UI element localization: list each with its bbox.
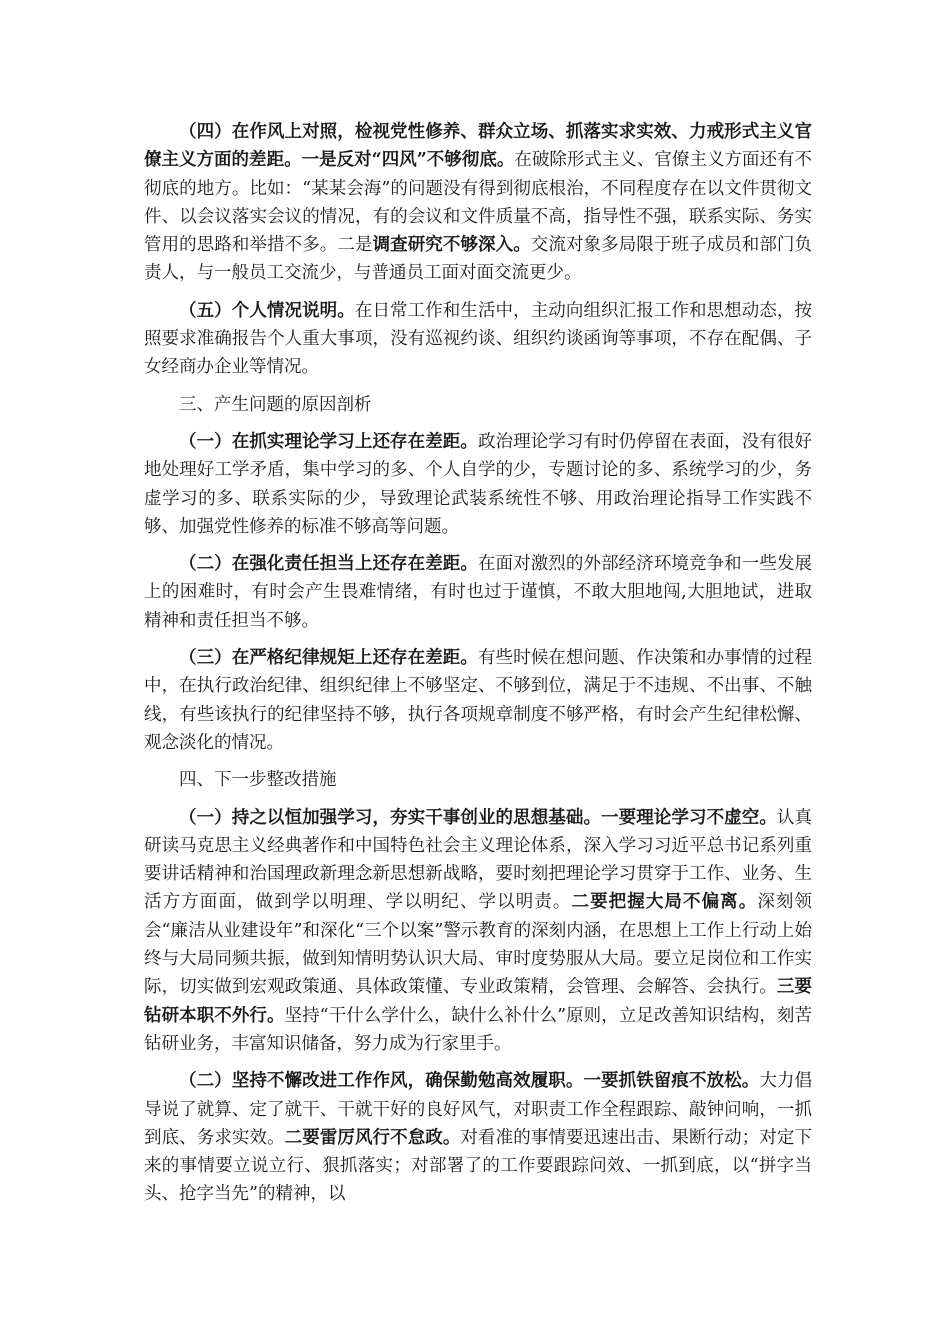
paragraph-personal: [144, 297, 812, 382]
paragraph-style-gap: [144, 118, 812, 288]
bold-lead: （二）在强化责任担当上还存在差距。: [179, 554, 478, 575]
bold-lead: （四）在作风上对照，检视党性修养、群众立场、抓落实求实效、力戒形式主义官僚主义方面的差距。一是反对“四风”不够彻底。: [144, 122, 812, 171]
paragraph-cause-2: [144, 550, 812, 635]
body-text: 在日常工作和生活中，主动向组织汇报工作和思想动态，按照要求准确报告个人重大事项，没有巡视约谈、组织约谈函询等事项，不存在配偶、子女经商办企业等情况。: [144, 300, 813, 378]
bold-lead: （三）在严格纪律规矩上还存在差距。: [179, 648, 478, 669]
bold-lead: 二要雷厉风行不怠政。: [284, 1127, 461, 1148]
section-heading-measures: 四、下一步整改措施: [179, 770, 337, 791]
body-text: 有些时候在想问题、作决策和办事情的过程中，在执行政治纪律、组织纪律上不够坚定、不够到位，满足于不违规、不出事、不触线，有些该执行的纪律坚持不够，执行各项规章制度不够严格，有时会产生纪律松懈、观念淡化的情况。: [144, 648, 813, 753]
paragraph-cause-1: [144, 428, 812, 541]
paragraph-measure-1: [144, 804, 812, 1059]
body-text: 大力倡导说了就算、定了就干、干就干好的良好风气，对职责工作全程跟踪、敲钟问响，一抓到底、务求实效。: [144, 1071, 812, 1148]
bold-lead: （一）持之以恒加强学习，夯实干事创业的思想基础。一要理论学习不虚空。: [179, 807, 777, 828]
paragraph-cause-3: [144, 644, 812, 757]
body-text: 在面对激烈的外部经济环境竞争和一些发展上的困难时，有时会产生畏难情绪，有时也过于谨慎，不敢大胆地闯,大胆地试，进取精神和责任担当不够。: [144, 554, 813, 631]
body-text: 政治理论学习有时仍停留在表面，没有很好地处理好工学矛盾，集中学习的多、个人自学的少，专题讨论的多、系统学习的少，务虚学习的多、联系实际的少，导致理论武装系统性不够、用政治理论指导工作实践不够、加强党性修养的标准不够高等问题。: [144, 431, 813, 537]
body-text: 深刻领会“廉洁从业建设年”和深化“三个以案”警示教育的深刻内涵，在思想上工作上行动上始终与大局同频共振，做到知情明势认识大局、审时度势服从大局。要立足岗位和工作实际，切实做到宏观政策通、具体政策懂、专业政策精，会管理、会解答、会执行。: [144, 892, 813, 998]
document-body: [144, 118, 812, 1218]
bold-lead: （五）个人情况说明。: [179, 300, 355, 321]
section-heading-causes: 三、产生问题的原因剖析: [179, 394, 372, 415]
bold-lead: （一）在抓实理论学习上还存在差距。: [179, 431, 478, 452]
body-text: 坚持“干什么学什么，缺什么补什么”原则，立足改善知识结构，刻苦钻研业务，丰富知识储备，努力成为行家里手。: [144, 1005, 812, 1054]
bold-lead: 三要钻研本职不外行。: [144, 977, 813, 1026]
bold-lead: 调查研究不够深入。: [372, 235, 531, 256]
bold-lead: 二要把握大局不偏离。: [571, 892, 758, 913]
body-text: 在破除形式主义、官僚主义方面还有不彻底的地方。比如：“某某会海”的问题没有得到彻底根治，不同程度存在以文件贯彻文件、以会议落实会议的情况，有的会议和文件质量不高，指导性不强，联系实际、务实管用的思路和举措不多。二是: [144, 150, 812, 256]
body-text: 认真研读马克思主义经典著作和中国特色社会主义理论体系，深入学习习近平总书记系列重要讲话精神和治国理政新理念新思想新战略，要时刻把理论学习贯穿于工作、业务、生活方方面面，做到学以明理、学以明纪、学以明责。: [144, 807, 813, 913]
body-text: 交流对象多局限于班子成员和部门负责人，与一般员工交流少，与普通员工面对面交流更少。: [144, 235, 813, 284]
paragraph-measure-2: [144, 1067, 812, 1208]
body-text: 对看准的事情要迅速出击、果断行动；对定下来的事情要立说立行、狠抓落实；对部署了的工作要跟踪问效、一抓到底，以“拼字当头、抢字当先”的精神，以: [144, 1127, 813, 1205]
bold-lead: （二）坚持不懈改进工作作风，确保勤勉高效履职。一要抓铁留痕不放松。: [179, 1071, 760, 1092]
